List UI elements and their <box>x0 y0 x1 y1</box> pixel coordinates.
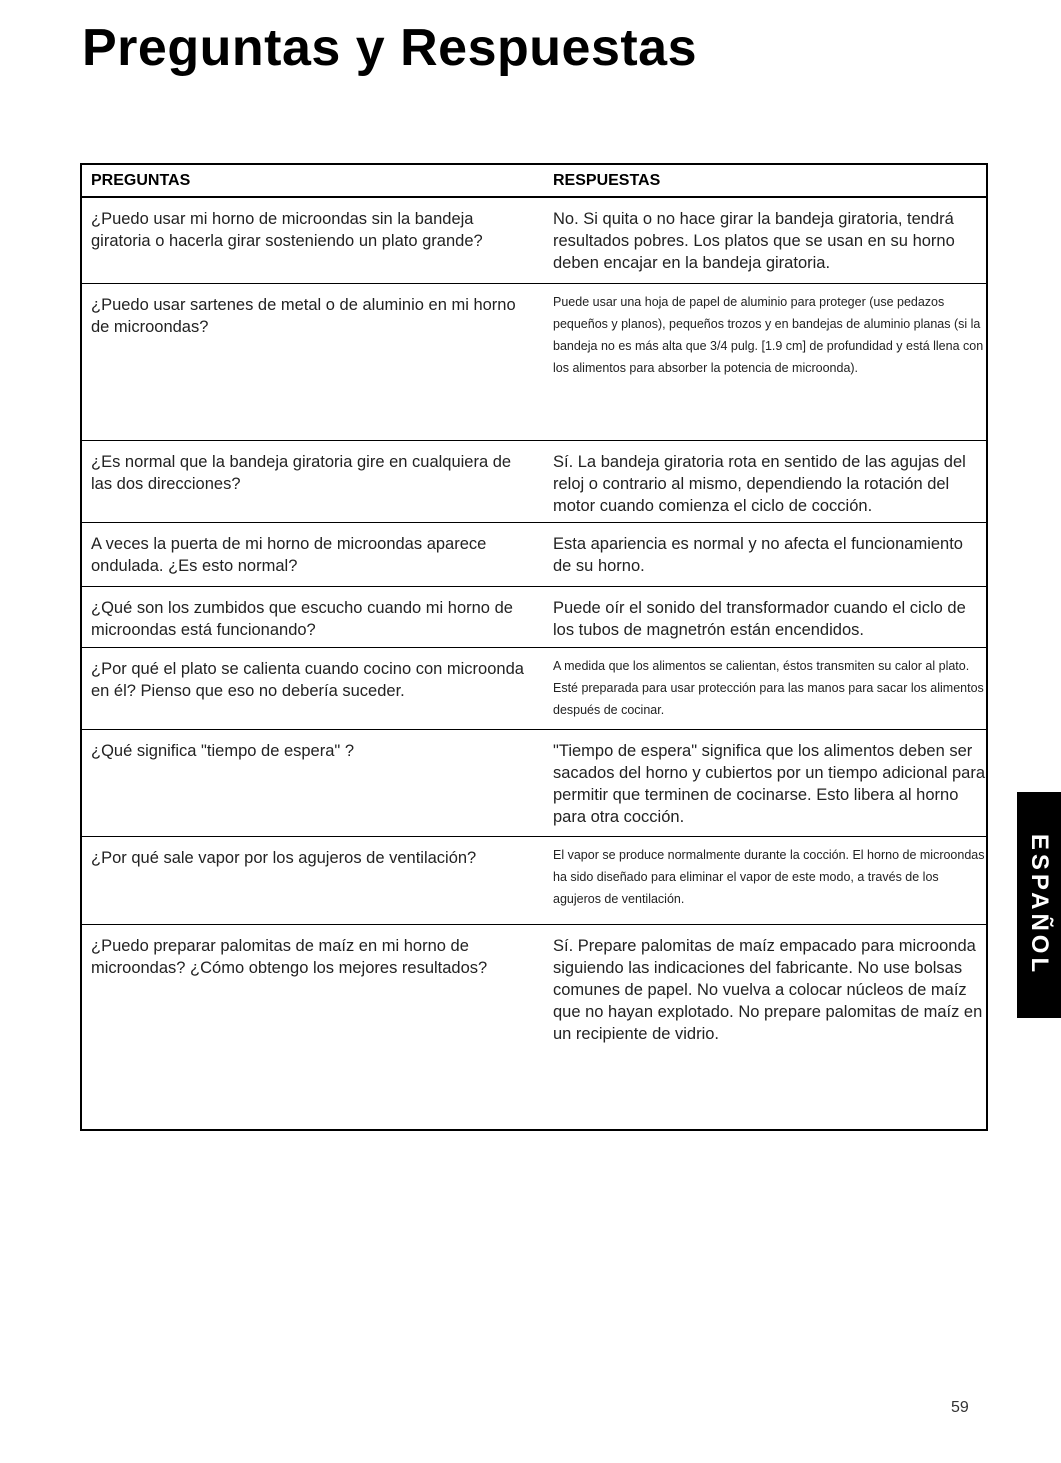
qa-row <box>82 284 986 441</box>
qa-row <box>82 730 986 837</box>
question-text: ¿Puedo usar mi horno de microondas sin la bandeja giratoria o hacerla girar sosteniendo un plato grande? <box>91 210 483 250</box>
qa-row <box>82 587 986 648</box>
question-text: ¿Puedo preparar palomitas de maíz en mi horno de microondas? ¿Cómo obtengo los mejores resultados? <box>91 937 488 977</box>
question-text: ¿Por qué el plato se calienta cuando cocino con microonda en él? Pienso que eso no debería suceder. <box>91 660 524 700</box>
question-text: ¿Qué son los zumbidos que escucho cuando mi horno de microondas está funcionando? <box>91 599 513 639</box>
answer-text: Puede oír el sonido del transformador cuando el ciclo de los tubos de magnetrón están encendidos. <box>553 599 966 639</box>
answer-text: Sí. Prepare palomitas de maíz empacado para microonda siguiendo las indicaciones del fabricante. No use bolsas comunes de papel. No vuelva a colocar núcleos de maíz que no hayan explotado. No prepare palomitas de maíz en un recipiente de vidrio. <box>553 937 983 1043</box>
qa-row <box>82 523 986 587</box>
answer-text: A medida que los alimentos se calientan, éstos transmiten su calor al plato. Esté preparada para usar protección para las manos para sacar los alimentos después de cocinar. <box>553 659 984 717</box>
qa-table <box>80 163 988 1131</box>
header-questions: PREGUNTAS <box>91 172 191 189</box>
question-text: ¿Qué significa "tiempo de espera" ? <box>91 742 355 760</box>
qa-row <box>82 837 986 925</box>
page-title: Preguntas y Respuestas <box>82 19 698 77</box>
answer-text: Sí. La bandeja giratoria rota en sentido de las agujas del reloj o contrario al mismo, dependiendo la rotación del motor cuando comienza el ciclo de cocción. <box>553 453 966 515</box>
qa-row <box>82 198 986 284</box>
question-text: A veces la puerta de mi horno de microondas aparece ondulada. ¿Es esto normal? <box>91 535 487 575</box>
question-text: ¿Puedo usar sartenes de metal o de aluminio en mi horno de microondas? <box>91 296 516 336</box>
language-side-tab <box>1017 792 1061 1018</box>
answer-text: El vapor se produce normalmente durante la cocción. El horno de microondas ha sido diseñado para eliminar el vapor de este modo, a través de los agujeros de ventilación. <box>553 848 985 906</box>
qa-row <box>82 648 986 730</box>
answer-text: No. Si quita o no hace girar la bandeja giratoria, tendrá resultados pobres. Los platos que se usan en su horno deben encajar en la bandeja giratoria. <box>553 210 955 272</box>
answer-text: Puede usar una hoja de papel de aluminio para proteger (use pedazos pequeños y planos), pequeños trozos y en bandejas de aluminio planas (si la bandeja no es más alta que 3/4 pulg. [1.9 cm] de profundidad y está llena con los alimentos para absorber la potencia de microonda). <box>553 295 984 375</box>
question-text: ¿Es normal que la bandeja giratoria gire en cualquiera de las dos direcciones? <box>91 453 512 493</box>
answer-text: Esta apariencia es normal y no afecta el funcionamiento de su horno. <box>553 535 963 575</box>
side-tab-label: ESPAÑOL <box>1026 833 1053 977</box>
question-text: ¿Por qué sale vapor por los agujeros de ventilación? <box>91 849 477 867</box>
page-number: 59 <box>951 1399 969 1416</box>
qa-row <box>82 925 986 1131</box>
table-header <box>82 165 986 198</box>
header-answers: RESPUESTAS <box>553 172 661 189</box>
qa-row <box>82 441 986 523</box>
answer-text: "Tiempo de espera" significa que los alimentos deben ser sacados del horno y cubiertos por un tiempo adicional para permitir que terminen de cocinarse. Esto libera al horno para otra cocción. <box>553 742 986 826</box>
